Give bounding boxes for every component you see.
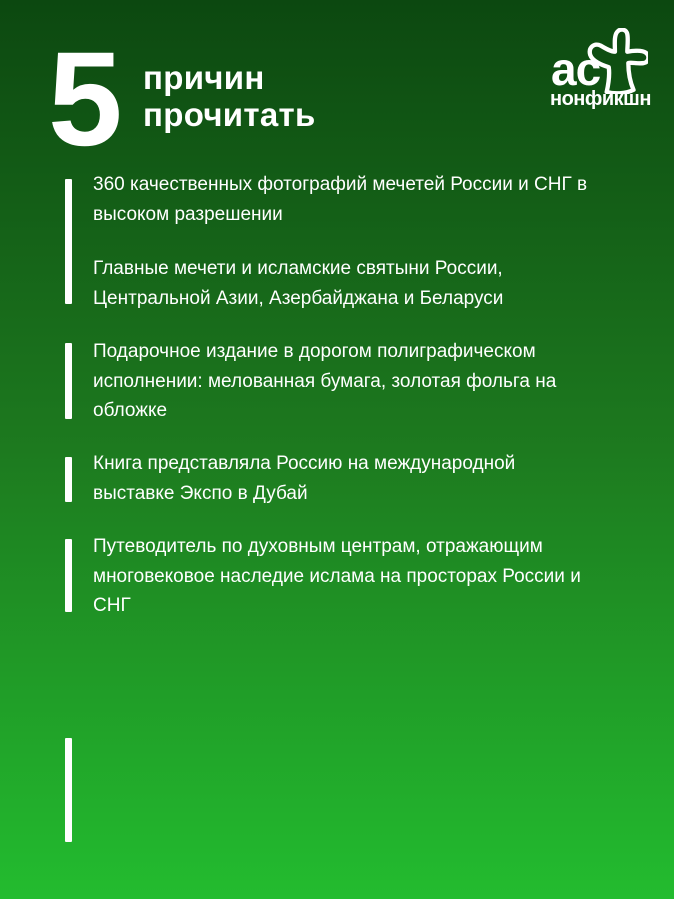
reason-line: Центральной Азии, Азербайджана и Беларуси	[93, 287, 504, 309]
reason-bar	[65, 343, 72, 419]
logo-text-main: ас	[551, 43, 601, 95]
reason-item	[93, 170, 633, 229]
reason-item	[93, 254, 633, 313]
reason-bar-empty	[65, 738, 72, 842]
title-line-1: причин	[143, 59, 265, 96]
reason-line: СНГ	[93, 595, 131, 616]
publisher-logo	[540, 20, 660, 115]
reason-line: высоком разрешении	[93, 203, 283, 225]
reason-bar	[65, 539, 72, 612]
reason-line: Подарочное издание в дорогом полиграфическом	[93, 341, 536, 362]
reason-line: Главные мечети и исламские святыни России,	[93, 258, 503, 279]
title-line-2: прочитать	[143, 96, 316, 133]
reason-line: Книга представляла Россию на международной	[93, 453, 516, 474]
reason-line: выставке Экспо в Дубай	[93, 482, 308, 504]
ast-figure-icon	[586, 28, 648, 94]
reason-line: многовековое наследие ислама на просторах России и	[93, 565, 581, 587]
reason-item	[93, 449, 633, 508]
reason-line: исполнении: мелованная бумага, золотая фольга на	[93, 370, 557, 392]
reason-item	[93, 337, 633, 426]
reason-bar	[65, 457, 72, 502]
reason-bar	[65, 179, 72, 304]
logo-text-sub: нонфикшн	[550, 88, 651, 110]
reason-item	[93, 532, 633, 621]
page-title	[143, 59, 316, 133]
reason-line: 360 качественных фотографий мечетей России и СНГ в	[93, 174, 588, 195]
big-number: 5	[48, 25, 121, 174]
reason-line: обложке	[93, 400, 168, 421]
reason-line: Путеводитель по духовным центрам, отражающим	[93, 536, 543, 557]
